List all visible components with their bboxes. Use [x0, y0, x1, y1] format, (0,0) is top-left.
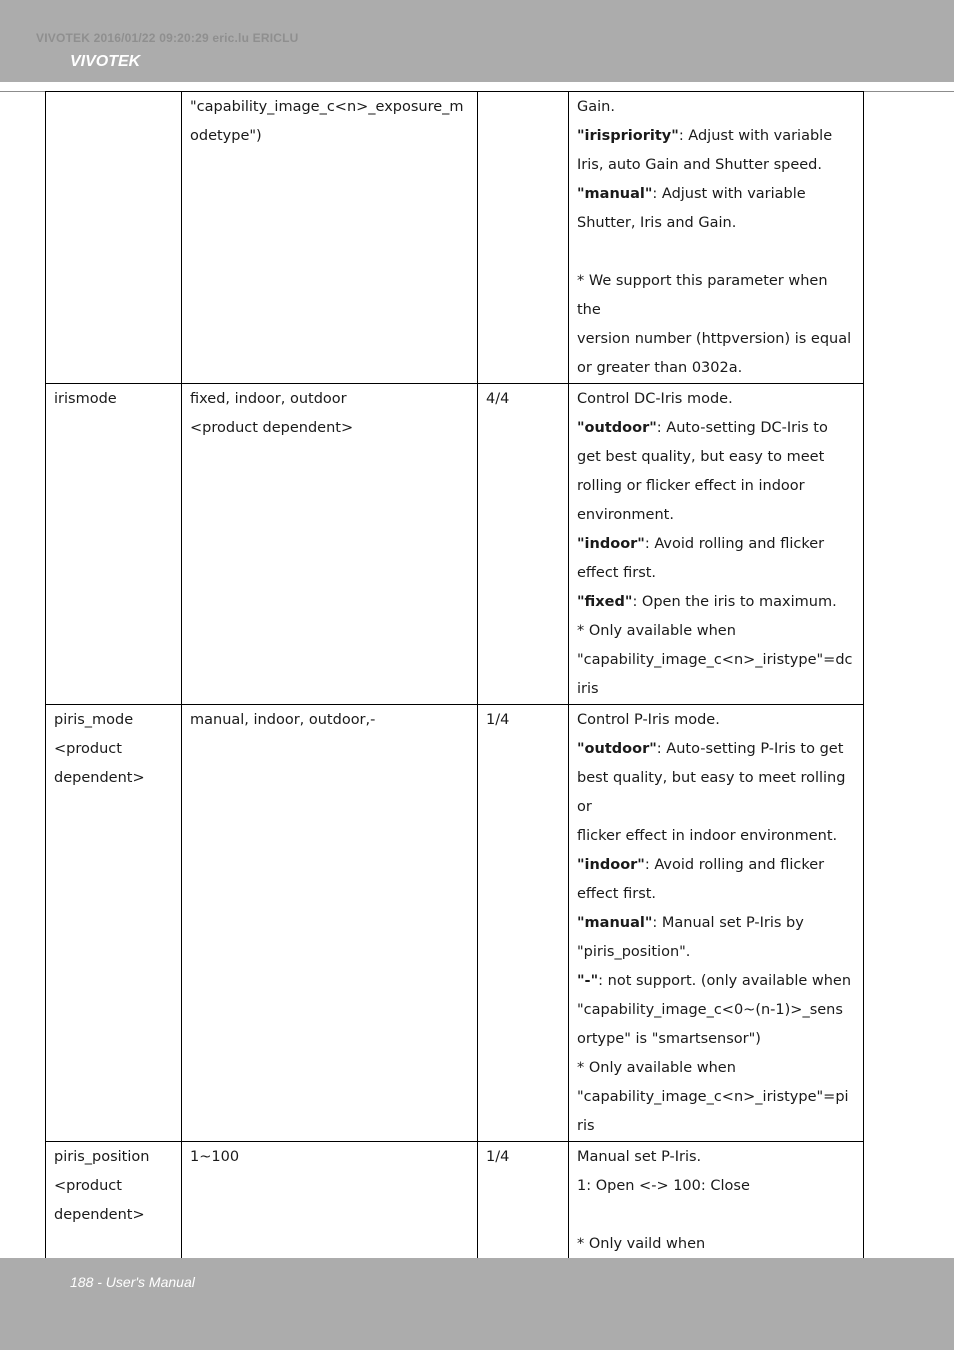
- description-text: : Adjust with variable: [678, 128, 833, 144]
- table-row: [46, 384, 864, 705]
- description-text: effect first.: [577, 886, 657, 902]
- description-text: Iris, auto Gain and Shutter speed.: [577, 157, 822, 173]
- description-line: [577, 880, 855, 909]
- security-cell: [478, 384, 569, 705]
- description-line: [577, 996, 855, 1025]
- parameter-value-cell: [182, 92, 478, 384]
- description-cell: [569, 92, 864, 384]
- description-line: [577, 1054, 855, 1083]
- description-text: Control DC-Iris mode.: [577, 391, 733, 407]
- security-level: 1/4: [486, 1149, 510, 1165]
- description-text: : Auto-setting P-Iris to get: [656, 741, 844, 757]
- description-line: [577, 675, 855, 704]
- table-row: [46, 705, 864, 1142]
- description-line: [577, 822, 855, 851]
- option-keyword: "manual": [577, 915, 653, 931]
- table-row: [46, 92, 864, 384]
- description-line: [577, 909, 855, 938]
- security-cell: [478, 92, 569, 384]
- description-line: [577, 238, 855, 267]
- description-text: 1: Open <-> 100: Close: [577, 1178, 750, 1194]
- option-keyword: "irispriority": [577, 128, 679, 144]
- description-text: * Only available when: [577, 623, 736, 639]
- description-line: [577, 1172, 855, 1201]
- description-line: [577, 588, 855, 617]
- description-text: : Adjust with variable: [652, 186, 806, 202]
- parameter-value-cell: [182, 384, 478, 705]
- description-text: : Avoid rolling and flicker: [644, 857, 825, 873]
- parameter-name-line: <product: [54, 741, 122, 757]
- description-line: [577, 472, 855, 501]
- security-level: [486, 93, 560, 122]
- parameter-value-line: <product dependent>: [190, 420, 354, 436]
- description-line: [577, 706, 855, 735]
- option-keyword: "-": [577, 973, 599, 989]
- description-text: or greater than 0302a.: [577, 360, 743, 376]
- description-line: [577, 325, 855, 354]
- description-text: Control P-Iris mode.: [577, 712, 720, 728]
- description-line: [577, 646, 855, 675]
- description-text: : Manual set P-Iris by: [652, 915, 804, 931]
- description-cell: [569, 705, 864, 1142]
- description-line: [577, 559, 855, 588]
- parameter-name-cell: [46, 384, 182, 705]
- security-level: 1/4: [486, 712, 510, 728]
- description-line: [577, 530, 855, 559]
- description-line: [577, 1201, 855, 1230]
- option-keyword: "manual": [577, 186, 653, 202]
- parameter-name-line: piris_mode: [54, 712, 134, 728]
- description-line: [577, 354, 855, 383]
- description-text: "capability_image_c<n>_iristype"=pi: [577, 1089, 849, 1105]
- parameter-name-line: irismode: [54, 391, 117, 407]
- description-text: effect first.: [577, 565, 657, 581]
- description-text: * We support this parameter when the: [577, 273, 828, 318]
- description-text: "capability_image_c<n>_iristype"=dc: [577, 652, 853, 668]
- description-line: [577, 764, 855, 822]
- description-line: [577, 180, 855, 209]
- parameter-name-cell: [46, 705, 182, 1142]
- parameter-value-line: 1~100: [190, 1149, 240, 1165]
- description-text: Gain.: [577, 99, 615, 115]
- description-cell: [569, 384, 864, 705]
- description-text: "piris_position".: [577, 944, 691, 960]
- security-cell: [478, 705, 569, 1142]
- security-level: 4/4: [486, 391, 510, 407]
- option-keyword: "indoor": [577, 857, 645, 873]
- description-text: best quality, but easy to meet rolling or: [577, 770, 846, 815]
- parameter-value-line: odetype"): [190, 128, 262, 144]
- description-text: get best quality, but easy to meet: [577, 449, 825, 465]
- page-header: [0, 0, 954, 82]
- parameter-table: [45, 91, 864, 1318]
- description-text: : Auto-setting DC-Iris to: [656, 420, 828, 436]
- description-line: [577, 151, 855, 180]
- option-keyword: "fixed": [577, 594, 633, 610]
- description-text: ortype" is "smartsensor"): [577, 1031, 761, 1047]
- description-text: * Only available when: [577, 1060, 736, 1076]
- parameter-value-cell: [182, 705, 478, 1142]
- watermark: VIVOTEK 2016/01/22 09:20:29 eric.lu ERICLU: [36, 31, 299, 45]
- description-line: [577, 501, 855, 530]
- parameter-value-line: manual, indoor, outdoor,-: [190, 712, 376, 728]
- description-text: Manual set P-Iris.: [577, 1149, 702, 1165]
- parameter-name-line: dependent>: [54, 1207, 145, 1223]
- description-text: ris: [577, 1118, 595, 1134]
- description-line: [577, 385, 855, 414]
- option-keyword: "indoor": [577, 536, 645, 552]
- parameter-value-line: "capability_image_c<n>_exposure_m: [190, 99, 464, 115]
- description-line: [577, 617, 855, 646]
- description-text: * Only vaild when: [577, 1236, 706, 1252]
- page-footer: [0, 1258, 954, 1350]
- description-line: [577, 267, 855, 325]
- option-keyword: "outdoor": [577, 420, 657, 436]
- description-text: : Open the iris to maximum.: [632, 594, 837, 610]
- description-text: version number (httpversion) is equal: [577, 331, 852, 347]
- description-text: iris: [577, 681, 599, 697]
- description-line: [577, 1143, 855, 1172]
- description-line: [577, 735, 855, 764]
- description-line: [577, 1230, 855, 1259]
- parameter-name-cell: [46, 92, 182, 384]
- description-text: : not support. (only available when: [598, 973, 852, 989]
- description-text: flicker effect in indoor environment.: [577, 828, 838, 844]
- parameter-name-line: dependent>: [54, 770, 145, 786]
- description-line: [577, 1025, 855, 1054]
- description-text: : Avoid rolling and flicker: [644, 536, 825, 552]
- description-line: [577, 93, 855, 122]
- option-keyword: "outdoor": [577, 741, 657, 757]
- parameter-name-line: <product: [54, 1178, 122, 1194]
- description-text: "capability_image_c<0~(n-1)>_sens: [577, 1002, 843, 1018]
- description-line: [577, 967, 855, 996]
- description-line: [577, 122, 855, 151]
- description-text: environment.: [577, 507, 674, 523]
- description-line: [577, 1083, 855, 1112]
- description-line: [577, 851, 855, 880]
- description-line: [577, 414, 855, 443]
- description-text: rolling or flicker effect in indoor: [577, 478, 805, 494]
- brand-logo: VIVOTEK: [70, 53, 141, 70]
- parameter-name-line: piris_position: [54, 1149, 150, 1165]
- parameter-value-line: fixed, indoor, outdoor: [190, 391, 347, 407]
- description-text: Shutter, Iris and Gain.: [577, 215, 737, 231]
- description-line: [577, 1112, 855, 1141]
- page-number: 188 - User's Manual: [70, 1274, 195, 1290]
- description-line: [577, 209, 855, 238]
- description-line: [577, 443, 855, 472]
- description-line: [577, 938, 855, 967]
